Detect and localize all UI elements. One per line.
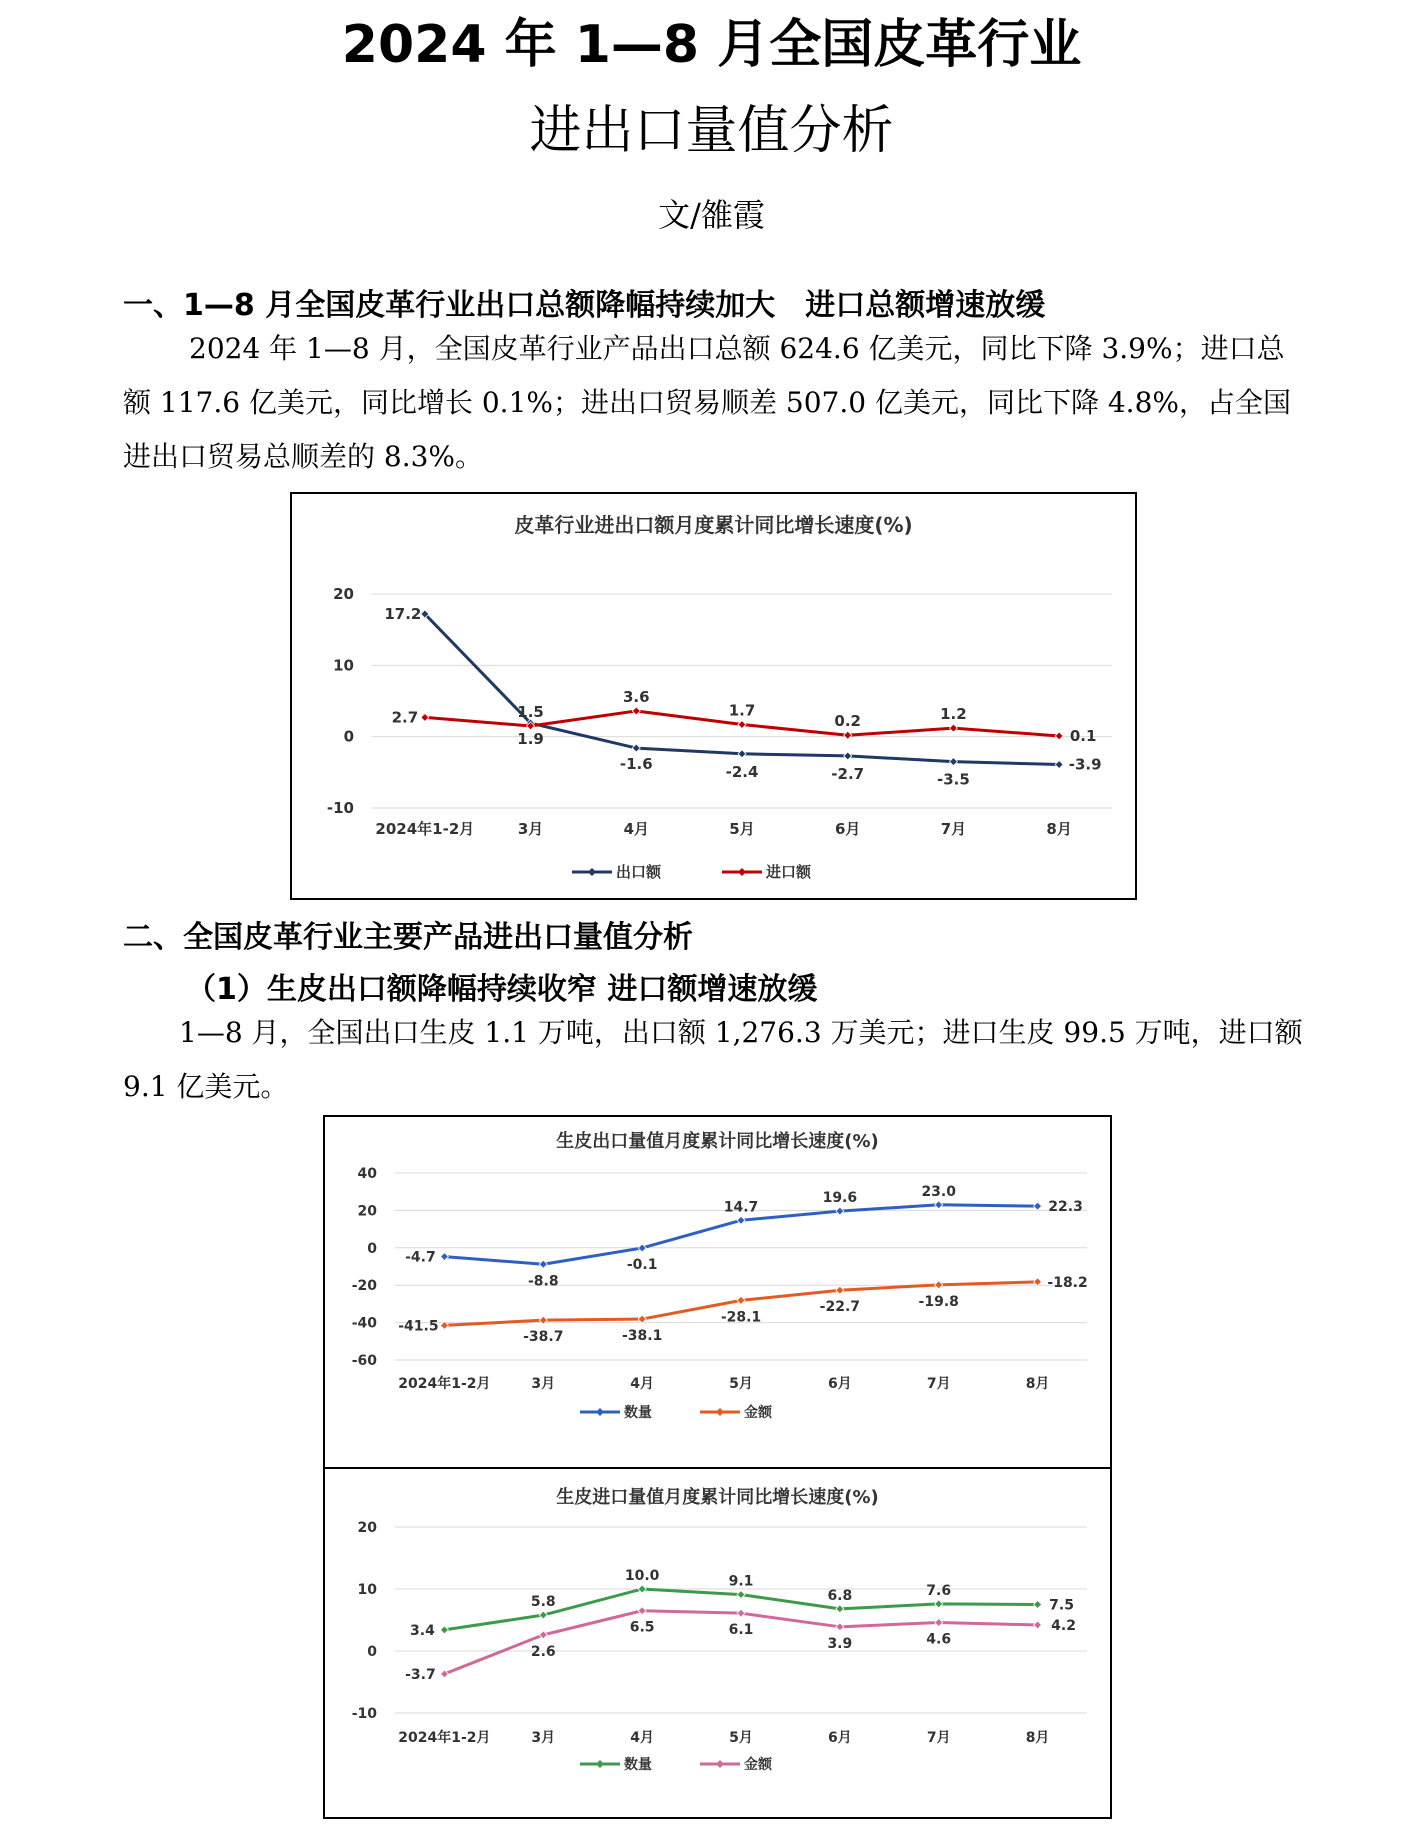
data-label: 3.4 [410,1622,435,1639]
data-label: -2.4 [725,762,759,781]
data-label: 2.6 [530,1643,556,1660]
chart-rawhide-import-growth-svg [325,1469,1110,1817]
data-point-marker [836,1286,844,1294]
data-label: 22.3 [1048,1199,1083,1216]
data-point-marker [935,1281,943,1289]
legend-marker [596,1408,604,1416]
data-label: 4.2 [1051,1617,1076,1634]
data-point-marker [949,758,957,766]
x-tick-label: 4月 [623,820,650,838]
legend-marker [596,1760,604,1768]
data-point-marker [632,744,640,752]
chart-leather-trade-growth [290,492,1137,900]
x-tick-label: 4月 [630,1730,655,1746]
document-title-line1: 2024 年 1—8 月全国皮革行业 [341,15,1082,75]
data-point-marker [737,1296,745,1304]
legend-marker [716,1408,724,1416]
x-tick-label: 5月 [729,1730,753,1746]
y-tick-label: 20 [357,1520,377,1536]
data-label: -2.7 [831,764,865,783]
data-point-marker [638,1607,646,1615]
data-point-marker [844,731,852,739]
x-tick-label: 4月 [630,1376,655,1392]
x-tick-label: 5月 [729,1376,753,1392]
data-label: 23.0 [921,1183,956,1200]
author-line: 文/雒霞 [658,196,765,234]
legend-label: 数量 [624,1405,652,1421]
data-point-marker [738,721,746,729]
section2-subheading: （1）生皮出口额降幅持续收窄 进口额增速放缓 [186,972,818,1007]
chart-title: 生皮进口量值月度累计同比增长速度(%) [556,1487,879,1508]
data-label: -38.7 [523,1329,564,1346]
data-point-marker [836,1623,844,1631]
data-point-marker [638,1585,646,1593]
data-label: 10.0 [624,1568,660,1584]
document-title-line2: 进出口量值分析 [529,101,894,161]
data-label: -1.6 [619,755,653,774]
data-point-marker [737,1216,745,1224]
y-tick-label: -10 [326,799,354,817]
chart-leather-trade-growth-svg [292,494,1135,898]
data-label: -22.7 [819,1299,861,1316]
data-label: 9.1 [728,1573,754,1590]
data-label: 17.2 [384,604,422,623]
y-tick-label: -60 [351,1353,377,1369]
y-tick-label: 0 [367,1240,377,1257]
x-tick-label: 7月 [926,1376,951,1392]
data-point-marker [421,713,429,721]
section2-heading: 二、全国皮革行业主要产品进出口量值分析 [123,920,693,955]
y-tick-label: 10 [333,656,354,675]
data-label: 1.7 [728,701,756,720]
data-label: 3.6 [622,687,650,706]
x-tick-label: 2024年1-2月 [398,1376,491,1392]
data-label: -8.8 [527,1273,559,1290]
y-tick-label: 40 [357,1166,377,1182]
x-tick-label: 7月 [926,1730,951,1746]
data-point-marker [935,1201,943,1209]
x-tick-label: 6月 [827,1376,852,1392]
x-tick-label: 5月 [729,820,755,838]
data-point-marker [949,724,957,732]
data-label: -0.1 [626,1256,658,1273]
section2-paragraph: 1—8 月，全国出口生皮 1.1 万吨，出口额 1,276.3 万美元；进口生皮 99.5 万吨，进口额 9.1 亿美元。 [123,1016,1303,1103]
data-point-marker [935,1618,943,1626]
data-point-marker [1055,732,1063,740]
y-tick-label: 10 [357,1582,377,1598]
data-point-marker [440,1670,448,1678]
data-point-marker [539,1631,547,1639]
legend-label: 进口额 [766,863,812,881]
data-point-marker [539,1611,547,1619]
data-label: 4.6 [926,1631,952,1648]
x-tick-label: 6月 [834,820,861,838]
data-label: 7.5 [1049,1597,1074,1614]
y-tick-label: -40 [351,1315,377,1332]
data-point-marker [738,750,746,758]
data-label: -18.2 [1047,1274,1088,1291]
data-point-marker [638,1244,646,1252]
data-label: 1.2 [940,705,967,724]
data-point-marker [844,752,852,760]
y-tick-label: -10 [351,1706,377,1722]
x-tick-label: 2024年1-2月 [398,1730,491,1746]
data-label: 0.2 [834,712,862,731]
x-tick-label: 8月 [1046,820,1072,838]
data-label: 6.5 [629,1619,655,1636]
chart-title: 皮革行业进出口额月度累计同比增长速度(%) [514,513,913,537]
x-tick-label: 3月 [517,820,544,838]
data-label: 14.7 [723,1199,759,1216]
legend-marker [716,1760,724,1768]
section1-heading: 一、1—8 月全国皮革行业出口总额降幅持续加大 进口总额增速放缓 [123,288,1046,323]
data-label: 1.5 [517,702,544,721]
x-tick-label: 8月 [1025,1376,1050,1392]
data-label: -3.5 [937,770,970,789]
chart-rawhide-export-growth [323,1115,1112,1469]
data-point-marker [935,1600,943,1608]
data-label: 2.7 [391,708,419,727]
legend-label: 出口额 [616,863,662,881]
data-point-marker [440,1253,448,1261]
data-point-marker [1034,1278,1042,1286]
y-tick-label: 20 [357,1203,377,1220]
legend-label: 数量 [624,1757,652,1773]
x-tick-label: 2024年1-2月 [375,820,475,838]
legend-marker [588,868,596,876]
data-label: -3.7 [405,1666,436,1683]
data-point-marker [440,1626,448,1634]
data-label: 1.9 [517,730,544,749]
data-point-marker [836,1207,844,1215]
data-label: 6.1 [728,1622,754,1639]
legend-label: 金额 [744,1757,772,1773]
data-label: 6.8 [827,1587,853,1604]
data-label: -41.5 [398,1318,439,1335]
x-tick-label: 7月 [940,820,967,838]
y-tick-label: 20 [333,585,354,603]
x-tick-label: 8月 [1025,1730,1050,1746]
data-point-marker [1055,760,1063,768]
data-label: -28.1 [720,1309,762,1326]
data-label: 7.6 [926,1582,952,1599]
data-point-marker [737,1591,745,1599]
data-label: 3.9 [827,1635,853,1652]
data-label: -38.1 [621,1328,663,1345]
chart-title: 生皮出口量值月度累计同比增长速度(%) [556,1131,879,1152]
data-point-marker [836,1605,844,1613]
data-label: -19.8 [918,1293,959,1310]
y-tick-label: 0 [343,727,354,746]
data-label: -4.7 [405,1249,436,1266]
data-point-marker [1034,1621,1042,1629]
data-point-marker [632,707,640,715]
x-tick-label: 3月 [531,1376,556,1392]
y-tick-label: -20 [351,1278,377,1295]
data-point-marker [1034,1202,1042,1210]
x-tick-label: 3月 [531,1730,556,1746]
chart-rawhide-import-growth [323,1467,1112,1819]
data-point-marker [539,1260,547,1268]
data-point-marker [638,1315,646,1323]
legend-label: 金额 [744,1405,772,1421]
data-point-marker [1034,1601,1042,1609]
x-tick-label: 6月 [827,1730,852,1746]
legend-marker [738,868,746,876]
data-point-marker [737,1609,745,1617]
chart-rawhide-export-growth-svg [325,1117,1110,1467]
data-label: -3.9 [1068,755,1102,774]
section1-paragraph: 2024 年 1—8 月，全国皮革行业产品出口总额 624.6 亿美元，同比下降 3.9%；进口总额 117.6 亿美元，同比增长 0.1%；进出口贸易顺差 507.0 亿美元，同比下降 4.8%，占全国进出口贸易总顺差的 8.3%。 [123,332,1291,473]
data-label: 19.6 [822,1190,858,1207]
y-tick-label: 0 [367,1644,377,1660]
data-label: 0.1 [1069,726,1097,745]
data-label: 5.8 [530,1594,556,1611]
